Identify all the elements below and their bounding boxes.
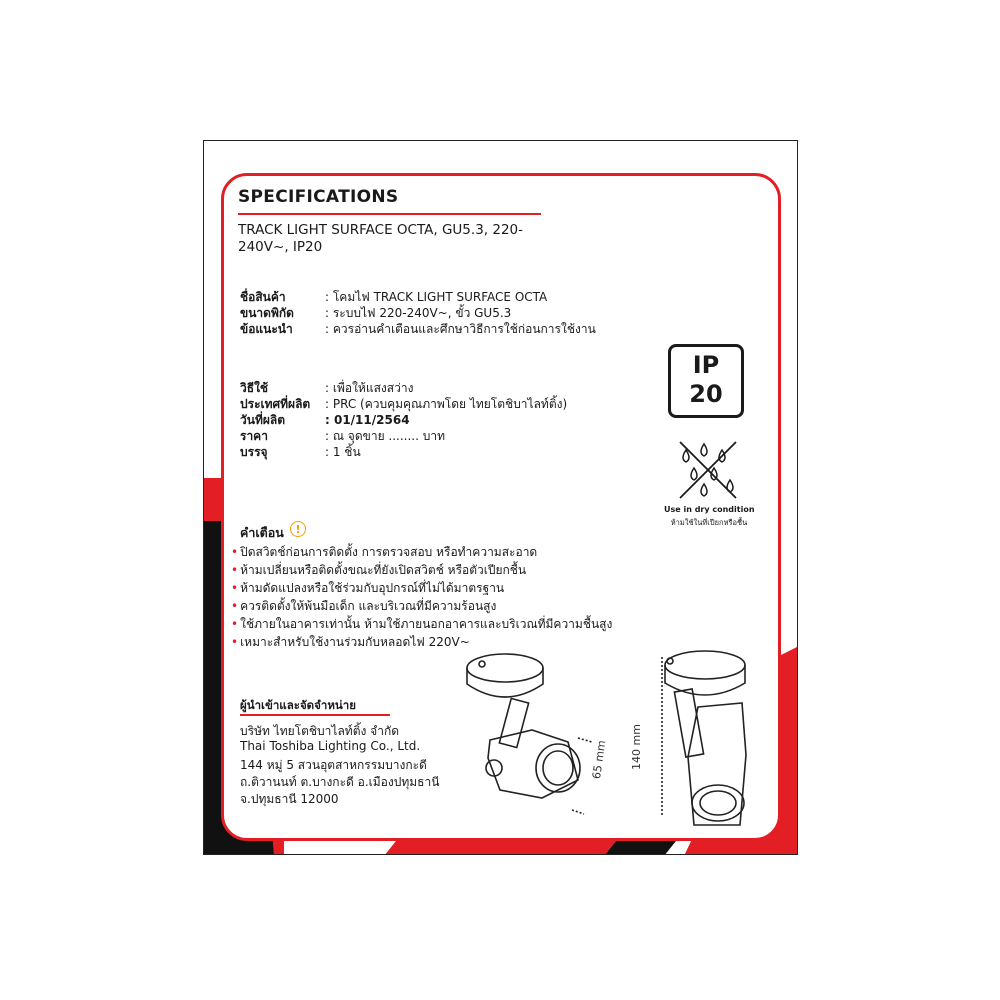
- no-water-drops-icon: [674, 440, 744, 502]
- importer-line: Thai Toshiba Lighting Co., Ltd.: [240, 739, 421, 753]
- height-dimension-label: 140 mm: [630, 724, 643, 770]
- importer-line: จ.ปทุมธานี 12000: [240, 792, 339, 806]
- detail-value: : PRC (ควบคุมคุณภาพโดย ไทยโตชิบาไลท์ติ้ง): [325, 397, 568, 411]
- warning-item: • ใช้ภายในอาคารเท่านั้น ห้ามใช้ภายนอกอาคารและบริเวณที่มีความชื้นสูง: [231, 617, 613, 631]
- importer-line: บริษัท ไทยโตชิบาไลท์ติ้ง จำกัด: [240, 724, 400, 738]
- importer-line: 144 หมู่ 5 สวนอุตสาหกรรมบางกะดี: [240, 758, 427, 772]
- ip-rating-line1: IP: [692, 351, 720, 379]
- importer-underline: [240, 714, 390, 716]
- spec-label: ข้อแนะนำ: [240, 322, 293, 336]
- warning-item: • ห้ามเปลี่ยนหรือติดตั้งขณะที่ยังเปิดสวิตช์ หรือตัวเปียกชื้น: [231, 563, 527, 577]
- warning-item: • ห้ามดัดแปลงหรือใช้ร่วมกับอุปกรณ์ที่ไม่ได้มาตรฐาน: [231, 581, 505, 595]
- detail-label: วิธีใช้: [240, 381, 269, 395]
- product-subtitle: TRACK LIGHT SURFACE OCTA, GU5.3, 220-240V~, IP20: [238, 222, 524, 255]
- detail-label: ราคา: [240, 429, 268, 443]
- title-underline: [238, 213, 541, 215]
- product-side-view-drawing: [460, 650, 610, 820]
- importer-heading: ผู้นำเข้าและจัดจำหน่าย: [240, 698, 356, 712]
- spec-label: ชื่อสินค้า: [240, 290, 286, 304]
- exclamation-circle-icon: !: [290, 521, 306, 537]
- dry-condition-text-th: ห้ามใช้ในที่เปียกหรือชื้น: [670, 518, 748, 527]
- warning-item: • ปิดสวิตช์ก่อนการติดตั้ง การตรวจสอบ หรือทำความสะอาด: [231, 545, 538, 559]
- importer-line: ถ.ติวานนท์ ต.บางกะดี อ.เมืองปทุมธานี: [240, 775, 440, 789]
- detail-value: : ณ จุดขาย ........ บาท: [325, 429, 446, 443]
- spec-value: : ควรอ่านคำเตือนและศึกษาวิธีการใช้ก่อนการใช้งาน: [325, 322, 596, 336]
- warning-item: • เหมาะสำหรับใช้งานร่วมกับหลอดไฟ 220V~: [231, 635, 470, 649]
- spec-label: ขนาดพิกัด: [240, 306, 294, 320]
- ip-rating-badge: [668, 344, 744, 418]
- warning-item: • ควรติดตั้งให้พ้นมือเด็ก และบริเวณที่มีความร้อนสูง: [231, 599, 497, 613]
- spec-value: : โคมไฟ TRACK LIGHT SURFACE OCTA: [325, 290, 548, 304]
- detail-value: : 01/11/2564: [325, 413, 410, 427]
- page-title: SPECIFICATIONS: [238, 187, 399, 207]
- ip-rating-line2: 20: [689, 380, 723, 408]
- detail-value: : เพื่อให้แสงสว่าง: [325, 381, 414, 395]
- width-dimension-label: 65 mm: [590, 739, 609, 780]
- dry-condition-text: Use in dry condition: [664, 505, 755, 514]
- detail-label: วันที่ผลิต: [240, 413, 286, 427]
- detail-label: บรรจุ: [240, 445, 268, 459]
- warning-heading: คำเตือน: [240, 525, 284, 540]
- spec-value: : ระบบไฟ 220-240V~, ขั้ว GU5.3: [325, 306, 512, 320]
- product-front-view-drawing: [650, 645, 760, 825]
- detail-label: ประเทศที่ผลิต: [240, 397, 311, 411]
- detail-value: : 1 ชิ้น: [325, 445, 361, 459]
